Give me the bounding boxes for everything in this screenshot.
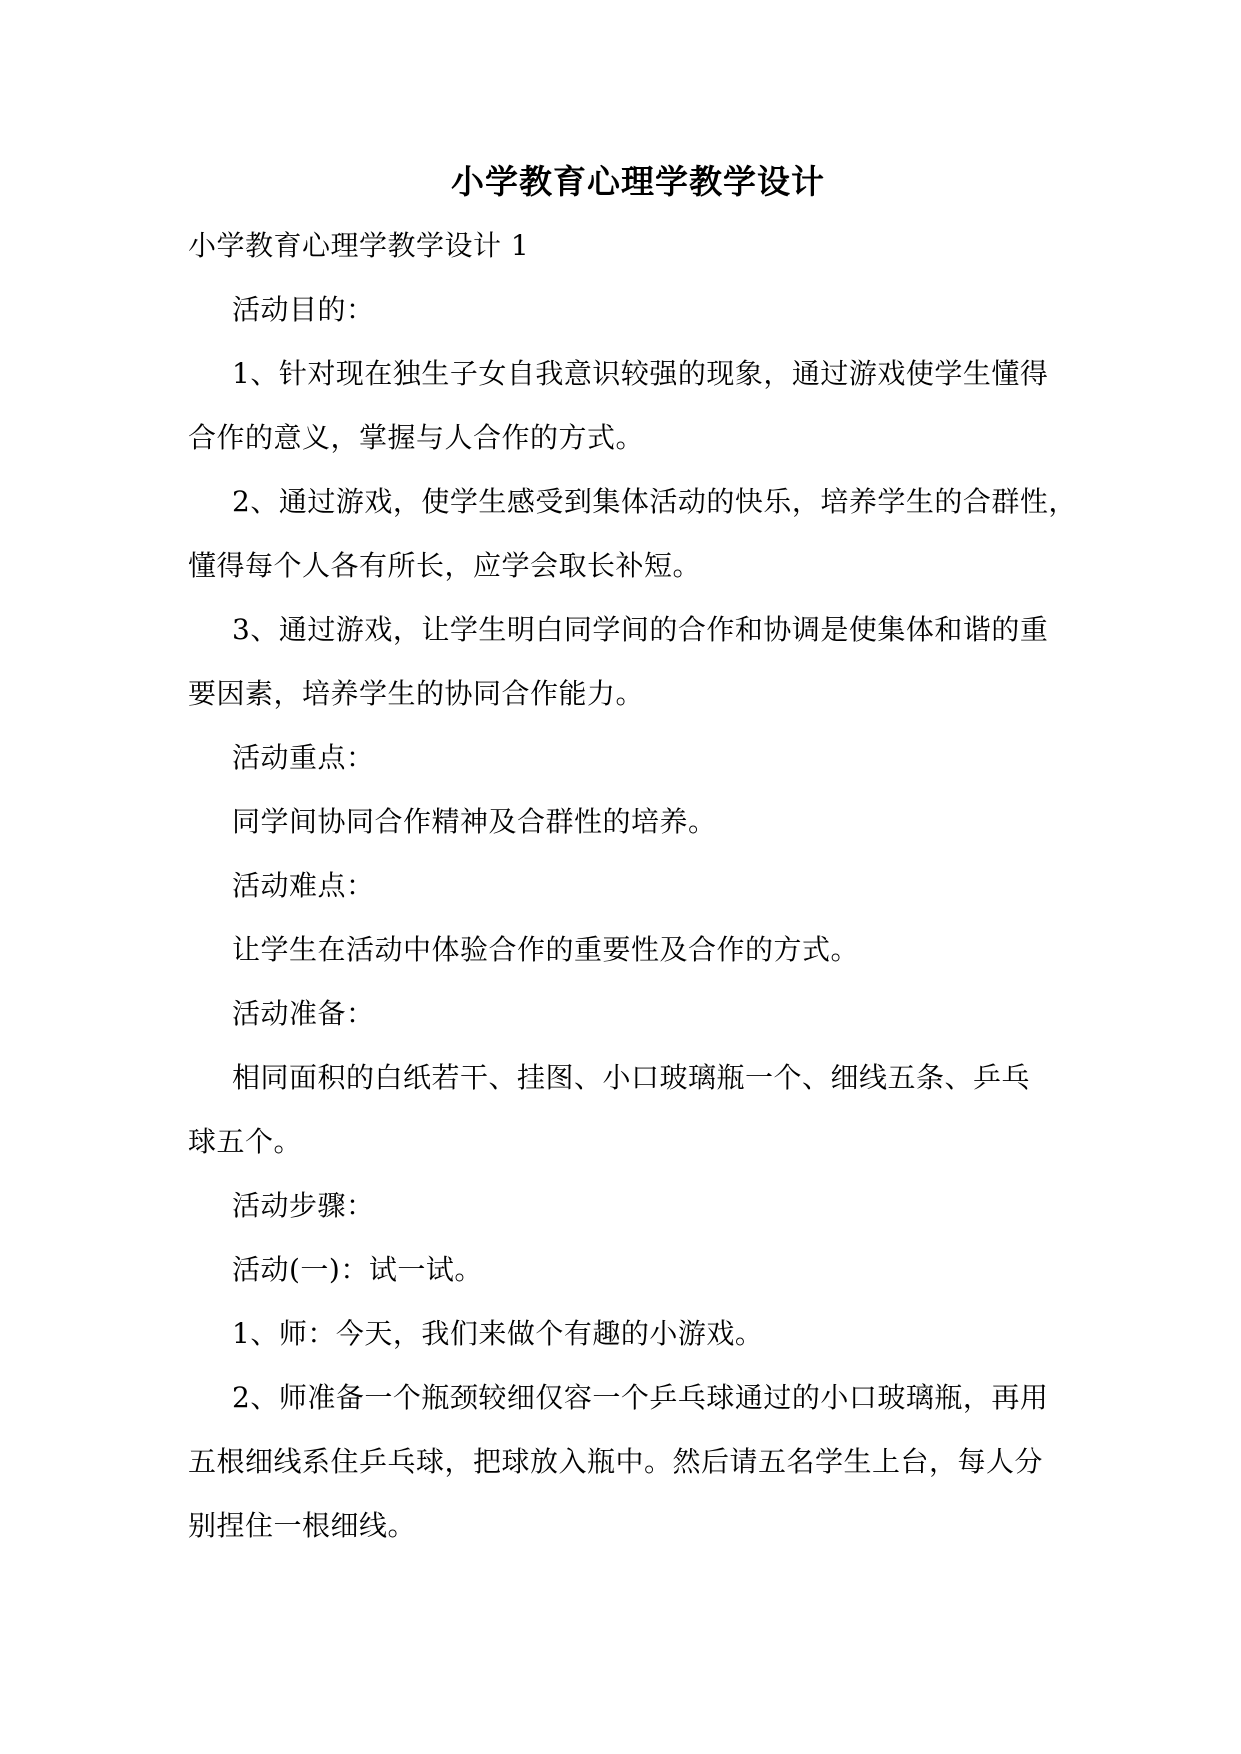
text-line: 要因素，培养学生的协同合作能力。 (188, 677, 645, 710)
text-line: 小学教育心理学教学设计 1 (188, 229, 530, 262)
text-line: 1、针对现在独生子女自我意识较强的现象，通过游戏使学生懂得 (232, 357, 1049, 390)
document-body (188, 150, 1088, 1558)
paragraph-list (188, 214, 1088, 1558)
text-line: 活动目的： (232, 293, 375, 326)
text-line: 别捏住一根细线。 (188, 1509, 417, 1542)
text-line: 同学间协同合作精神及合群性的培养。 (232, 805, 717, 838)
text-line: 3、通过游戏，让学生明白同学间的合作和协调是使集体和谐的重 (232, 613, 1049, 646)
text-line: 活动重点： (232, 741, 375, 774)
text-line: 相同面积的白纸若干、挂图、小口玻璃瓶一个、细线五条、乒乓 (232, 1061, 1031, 1094)
text-line: 活动准备： (232, 997, 375, 1030)
text-line: 球五个。 (188, 1125, 303, 1158)
text-line: 活动(一)：试一试。 (232, 1253, 483, 1286)
text-line: 活动步骤： (232, 1189, 375, 1222)
text-line: 2、通过游戏，使学生感受到集体活动的快乐，培养学生的合群性， (232, 485, 1077, 518)
text-line: 1、师：今天，我们来做个有趣的小游戏。 (232, 1317, 764, 1350)
text-line: 合作的意义，掌握与人合作的方式。 (188, 421, 645, 454)
document-title: 小学教育心理学教学设计 (451, 162, 825, 201)
text-line: 五根细线系住乒乓球，把球放入瓶中。然后请五名学生上台，每人分 (188, 1445, 1044, 1478)
text-line: 2、师准备一个瓶颈较细仅容一个乒乓球通过的小口玻璃瓶，再用 (232, 1381, 1049, 1414)
text-line: 活动难点： (232, 869, 375, 902)
text-line: 懂得每个人各有所长，应学会取长补短。 (188, 549, 702, 582)
text-line: 让学生在活动中体验合作的重要性及合作的方式。 (232, 933, 860, 966)
